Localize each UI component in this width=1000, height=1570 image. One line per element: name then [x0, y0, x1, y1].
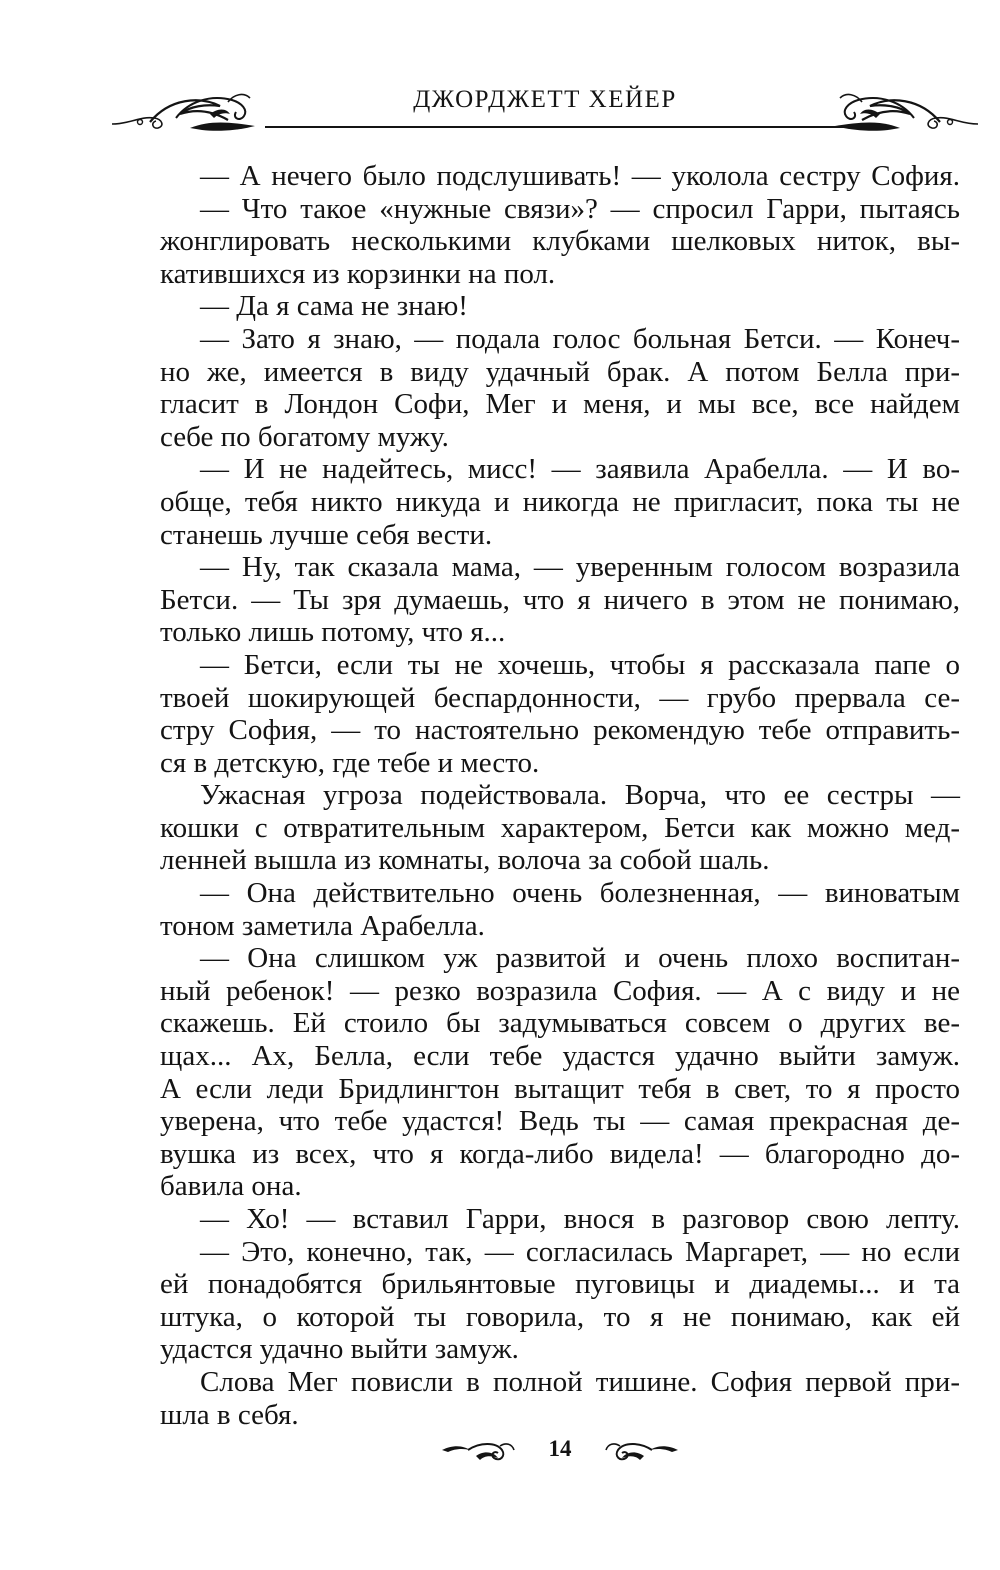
text-line: ленней вышла из комнаты, волоча за собой шаль.	[160, 844, 770, 877]
text-line: ся в детскую, где тебе и место.	[160, 746, 540, 779]
text-line: жонглировать несколькими клубками шелковых ниток, вы-	[160, 225, 960, 258]
text-line: Слова Мег повисли в полной тишине. София первой при-	[200, 1365, 960, 1398]
text-line: Ужасная угроза подействовала. Ворча, что ее сестры —	[200, 779, 960, 812]
text-line: — Ну, так сказала мама, — уверенным голосом возразила	[200, 551, 960, 584]
text-line: скажешь. Ей стоило бы задумываться совсем о других ве-	[160, 1007, 960, 1040]
flourish-ornament-icon	[820, 88, 980, 139]
text-line: станешь лучше себя вести.	[160, 518, 493, 551]
header-rule	[265, 126, 845, 128]
text-line: ей понадобятся брильянтовые пуговицы и диадемы... и та	[160, 1268, 960, 1301]
page-number: 14	[548, 1436, 572, 1461]
text-line: — Да я сама не знаю!	[200, 290, 468, 323]
text-line: — Зато я знаю, — подала голос больная Бетси. — Конеч-	[200, 322, 960, 355]
text-line: вушка из всех, что я когда-либо видела! — благородно до-	[160, 1137, 960, 1170]
text-line: — Она слишком уж развитой и очень плохо воспитан-	[200, 942, 960, 975]
text-line: штука, о которой ты говорила, то я не понимаю, как ей	[160, 1300, 960, 1333]
text-line: себе по богатому мужу.	[160, 420, 449, 453]
text-line: щах... Ах, Белла, если тебе удастся удачно выйти замуж.	[160, 1040, 960, 1073]
running-head-title: ДЖОРДЖЕТТ ХЕЙЕР	[413, 86, 677, 113]
text-line: катившихся из корзинки на пол.	[160, 257, 556, 290]
body-text	[160, 160, 960, 1431]
text-line: гласит в Лондон Софи, Мег и меня, и мы все, все найдем	[160, 388, 960, 421]
text-line: бавила она.	[160, 1170, 302, 1203]
text-line: — Она действительно очень болезненная, — виноватым	[200, 877, 960, 910]
text-line: ный ребенок! — резко возразила София. — А с виду и не	[160, 974, 960, 1007]
text-line: удастся удачно выйти замуж.	[160, 1333, 519, 1366]
text-line: но же, имеется в виду удачный брак. А потом Белла при-	[160, 355, 960, 388]
text-line: тоном заметила Арабелла.	[160, 909, 485, 942]
text-line: А если леди Бридлингтон вытащит тебя в свет, то я просто	[160, 1072, 960, 1105]
running-head	[110, 78, 980, 138]
text-line: твоей шокирующей беспардонности, — грубо прервала се-	[160, 681, 960, 714]
text-line: кошки с отвратительным характером, Бетси как можно мед-	[160, 811, 960, 844]
text-line: шла в себя.	[160, 1398, 299, 1431]
text-line: только лишь потому, что я...	[160, 616, 506, 649]
text-line: Бетси. — Ты зря думаешь, что я ничего в этом не понимаю,	[160, 583, 960, 616]
text-line: — А нечего было подслушивать! — уколола сестру София.	[200, 160, 960, 192]
scroll-ornament-icon	[600, 1436, 680, 1471]
text-line: — Бетси, если ты не хочешь, чтобы я рассказала папе о	[200, 648, 960, 681]
text-line: уверена, что тебе удастся! Ведь ты — самая прекрасная де-	[160, 1105, 960, 1138]
text-line: обще, тебя никто никуда и никогда не пригласит, пока ты не	[160, 485, 960, 518]
text-line: — Это, конечно, так, — согласилась Маргарет, — но если	[200, 1235, 960, 1268]
text-line: — Хо! — вставил Гарри, внося в разговор свою лепту.	[200, 1203, 960, 1235]
page-footer	[440, 1428, 680, 1474]
text-line: — Что такое «нужные связи»? — спросил Гарри, пытаясь	[200, 192, 960, 225]
text-line: — И не надейтесь, мисс! — заявила Арабелла. — И во-	[200, 453, 960, 486]
text-line: стру София, — то настоятельно рекомендую тебе отправить-	[160, 714, 960, 747]
